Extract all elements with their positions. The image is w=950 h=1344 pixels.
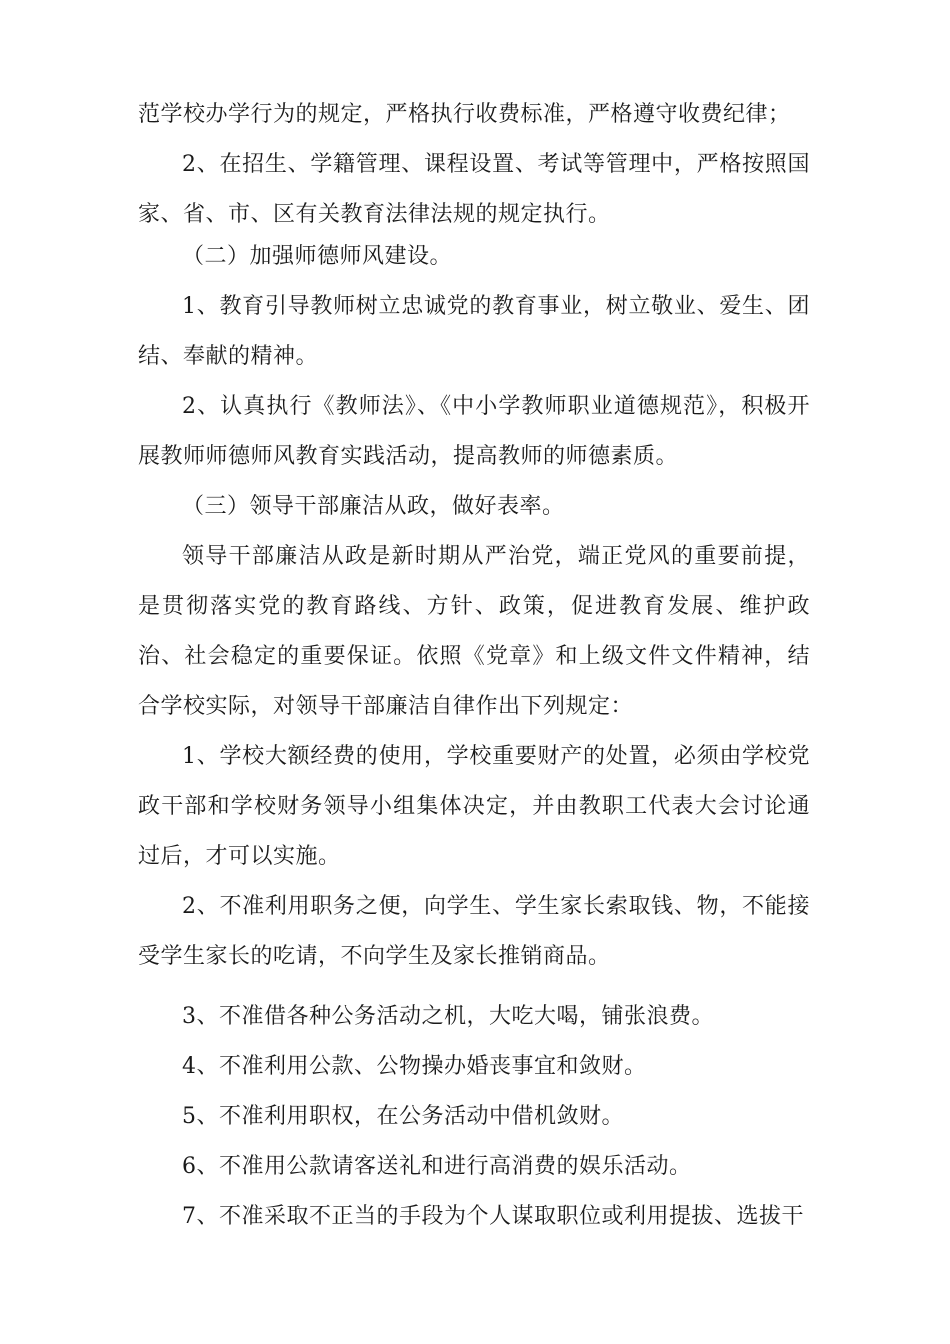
paragraph-item-1-teachers: 1、教育引导教师树立忠诚党的教育事业，树立敬业、爱生、团结、奉献的精神。: [138, 294, 810, 369]
section-heading-3: （三）领导干部廉洁从政，做好表率。: [182, 494, 565, 519]
paragraph-rule-7: 7、不准采取不正当的手段为个人谋取职位或利用提拔、选拔干: [182, 1204, 804, 1229]
paragraph-item-2-teacher-law: 2、认真执行《教师法》、《中小学教师职业道德规范》，积极开展教师师德师风教育实践活动，提高教师的师德素质。: [138, 394, 810, 469]
paragraph-rule-1: 1、学校大额经费的使用，学校重要财产的处置，必须由学校党政干部和学校财务领导小组集体决定，并由教职工代表大会讨论通过后，才可以实施。: [138, 744, 810, 869]
paragraph-continuation: 范学校办学行为的规定，严格执行收费标准，严格遵守收费纪律；: [138, 102, 791, 127]
paragraph-rule-3: 3、不准借各种公务活动之机，大吃大喝，铺张浪费。: [182, 1004, 714, 1029]
paragraph-rule-2: 2、不准利用职务之便，向学生、学生家长索取钱、物，不能接受学生家长的吃请，不向学生及家长推销商品。: [138, 894, 810, 969]
paragraph-item-2-admissions: 2、在招生、学籍管理、课程设置、考试等管理中，严格按照国家、省、市、区有关教育法律法规的规定执行。: [138, 152, 810, 227]
paragraph-rule-6: 6、不准用公款请客送礼和进行高消费的娱乐活动。: [182, 1154, 692, 1179]
paragraph-rule-4: 4、不准利用公款、公物操办婚丧事宜和敛财。: [182, 1054, 647, 1079]
paragraph-rule-5: 5、不准利用职权，在公务活动中借机敛财。: [182, 1104, 624, 1129]
section-heading-2: （二）加强师德师风建设。: [182, 244, 453, 269]
paragraph-leadership-intro: 领导干部廉洁从政是新时期从严治党，端正党风的重要前提，是贯彻落实党的教育路线、方针、政策，促进教育发展、维护政治、社会稳定的重要保证。依照《党章》和上级文件文件精神，结合学校实际，对领导干部廉洁自律作出下列规定：: [138, 544, 810, 719]
